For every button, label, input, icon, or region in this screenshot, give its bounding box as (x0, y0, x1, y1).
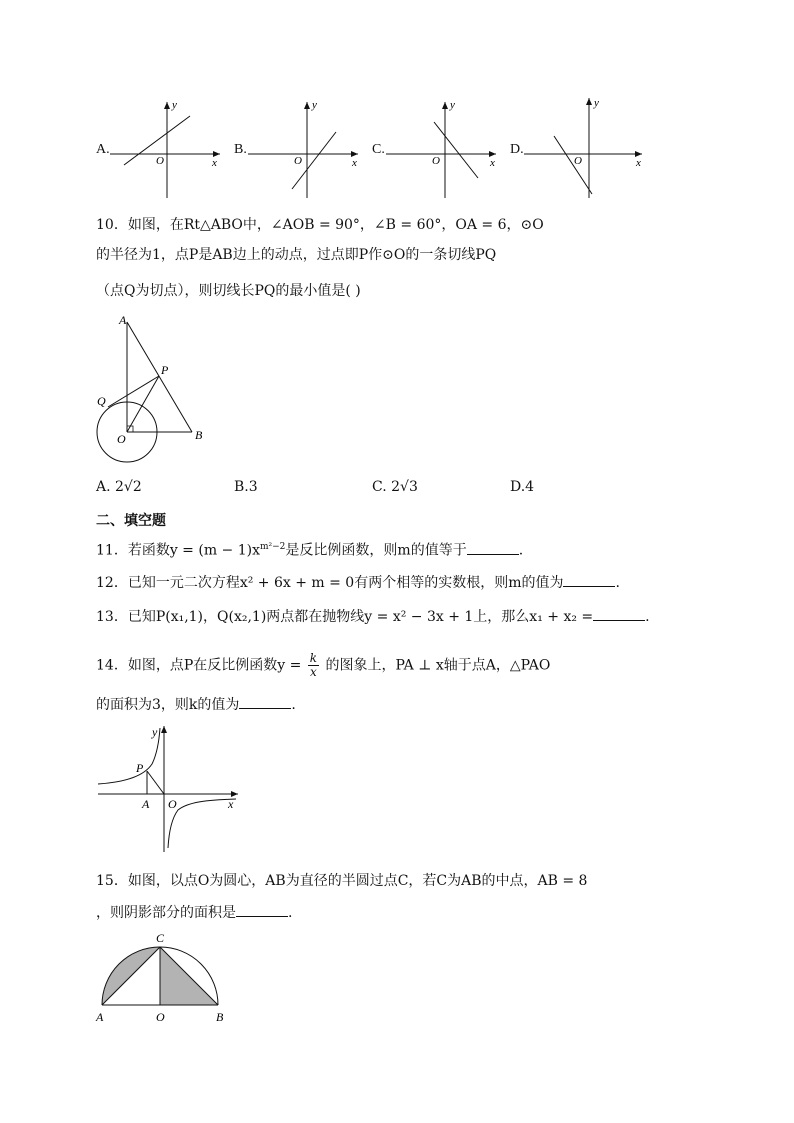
graph-a-y: y (172, 99, 177, 111)
q10-label-q: Q (97, 394, 106, 408)
q12 (96, 574, 620, 592)
q14-label-a: A (142, 797, 150, 811)
q10-label-p: P (161, 363, 169, 377)
q12-end: . (615, 575, 620, 591)
q11-text-after: 是反比例函数，则m的值等于 (285, 542, 467, 559)
graph-d-x: x (636, 157, 641, 169)
q14-line2-text: 的面积为3，则k的值为 (96, 697, 240, 713)
q10-line3: （点Q为切点），则切线长PQ的最小值是( ) (96, 283, 361, 299)
graph-a-x: x (212, 157, 217, 169)
graph-c-o: O (432, 155, 440, 167)
q14-label-o: O (168, 797, 177, 811)
graph-a-o: O (156, 155, 164, 167)
q15-label-b: B (216, 1010, 224, 1024)
q14-label-p: P (136, 761, 144, 775)
q15-label-c: C (156, 931, 165, 945)
q14-fraction (308, 652, 319, 679)
graph-c-y: y (450, 99, 455, 111)
q11 (96, 538, 523, 560)
graph-b-x: x (352, 157, 357, 169)
q10-label-a: A (119, 313, 127, 327)
q14-frac-num: k (309, 651, 318, 665)
q10-label-o: O (117, 432, 126, 446)
q10-option-d: D.4 (510, 479, 535, 495)
q14-figure (96, 720, 246, 855)
q14-answer-blank[interactable] (239, 696, 291, 709)
graph-d-label: D. (510, 142, 524, 157)
graph-b-y: y (312, 99, 317, 111)
q14-line1-after: 的图象上，PA ⊥ x轴于点A，△PAO (325, 657, 551, 674)
q14-end: . (291, 697, 296, 713)
graph-c-x: x (490, 157, 495, 169)
section-title: 二、填空题 (96, 513, 166, 529)
graph-a (110, 92, 230, 202)
q14-label-x: x (228, 797, 234, 811)
q11-exponent: m²−2 (260, 542, 286, 552)
q13-text: 13．已知P(x₁,1)，Q(x₂,1)两点都在抛物线y = x² − 3x + 1上，那么x₁ + x₂ = (96, 609, 594, 625)
q15-line1: 15．如图，以点O为圆心，AB为直径的半圆过点C，若C为AB的中点，AB = 8 (96, 873, 588, 889)
graph-a-label: A. (96, 142, 110, 157)
q12-answer-blank[interactable] (563, 574, 615, 587)
q14-frac-den: x (310, 665, 317, 679)
q14-line1 (96, 652, 550, 679)
q15-line2-text: ，则阴影部分的面积是 (96, 905, 236, 921)
graph-b (248, 92, 368, 202)
graph-d-o: O (574, 155, 582, 167)
choice-graphs (0, 92, 794, 202)
q15-label-o: O (156, 1010, 165, 1024)
graph-d-y: y (594, 97, 599, 109)
q13-answer-blank[interactable] (593, 608, 645, 621)
q11-answer-blank[interactable] (467, 542, 519, 555)
q10-option-a: A. 2√2 (96, 479, 142, 495)
q13 (96, 608, 650, 626)
q10-option-b: B.3 (234, 479, 258, 495)
graph-b-label: B. (234, 142, 247, 157)
q10-label-b: B (195, 428, 203, 442)
q12-text: 12．已知一元二次方程x² + 6x + m = 0有两个相等的实数根，则m的值为 (96, 575, 564, 591)
q11-text-before: 11．若函数y = (m − 1)x (96, 542, 260, 559)
graph-d (524, 92, 654, 202)
q15-label-a: A (96, 1010, 104, 1024)
q15-end: . (288, 905, 293, 921)
graph-b-o: O (294, 155, 302, 167)
graph-c (386, 92, 506, 202)
q13-end: . (645, 609, 650, 625)
q14-line2 (96, 696, 296, 714)
q15-line2 (96, 904, 292, 922)
q14-label-y: y (152, 725, 158, 739)
q14-line1-before: 14．如图，点P在反比例函数y = (96, 657, 302, 674)
q15-answer-blank[interactable] (236, 904, 288, 917)
q10-option-c: C. 2√3 (372, 479, 418, 495)
q10-line1: 10．如图，在Rt△ABO中，∠AOB = 90°，∠B = 60°，OA = 6，⊙O (96, 217, 544, 233)
q10-figure (90, 308, 220, 463)
q10-line2: 的半径为1，点P是AB边上的动点，过点即P作⊙O的一条切线PQ (96, 247, 497, 263)
graph-c-label: C. (372, 142, 385, 157)
q11-end: . (518, 542, 524, 559)
q15-figure (92, 926, 242, 1026)
